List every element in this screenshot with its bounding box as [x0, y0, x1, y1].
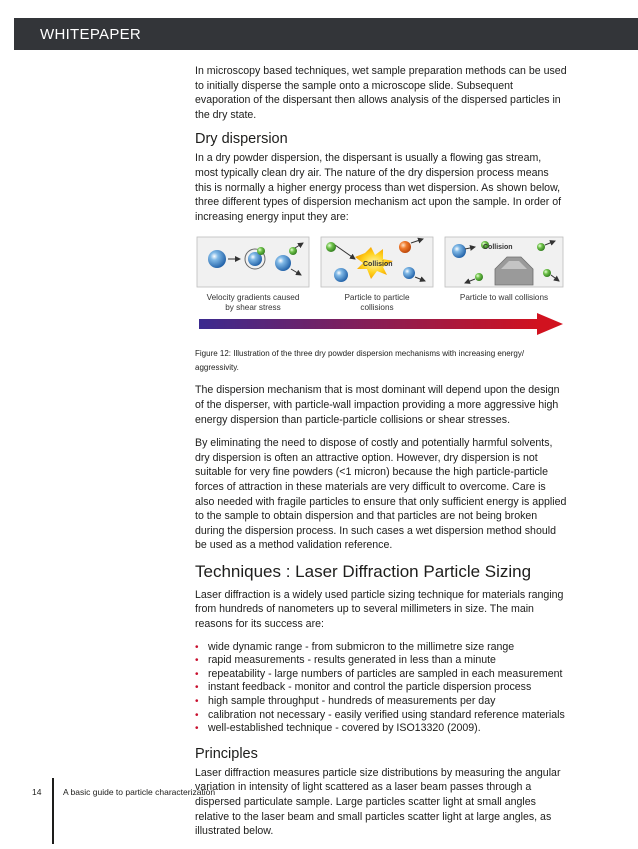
techniques-paragraph: Laser diffraction is a widely used particle sizing technique for materials ranging from hundreds of nanometers up to several millimeters in size. The main reasons for its success are: — [195, 588, 564, 631]
panel-particle-collisions — [321, 237, 433, 287]
advantages-list — [195, 641, 567, 736]
footer-divider — [52, 778, 54, 844]
panel-shear-stress — [197, 237, 309, 287]
bullet-icon: • — [195, 668, 199, 680]
mechanism-paragraph: The dispersion mechanism that is most dominant will depend upon the design of the disperser, with particle-wall impaction providing a more aggressive high energy dispersion than particle-particle collisions or shear stresses. — [195, 384, 560, 426]
header-label: WHITEPAPER — [40, 25, 142, 43]
header-bar — [14, 18, 638, 50]
list-item: • rapid measurements - results generated in less than a minute — [195, 654, 496, 667]
eliminating-paragraph: By eliminating the need to dispose of costly and potentially harmful solvents, dry dispersion is often an attractive option. However, dry dispersion is not suitable for very fine powders (<1 micron) because the high particle-particle forces of attraction in these materials are very difficult to overcome. Care is also needed with fragile particles to ensure that only sufficient energy is applied to the sample to obtain dispersion and that particles are not being broken during the dispersion process. In such cases a wet dispersion method should be used as a method validation reference. — [195, 437, 567, 552]
dispersion-illustration — [195, 233, 567, 339]
bullet-icon: • — [195, 655, 199, 667]
dispersion-figure — [195, 233, 567, 339]
figure-caption: Figure 12: Illustration of the three dry powder dispersion mechanisms with increasing energy/ aggressivity. — [195, 349, 525, 373]
techniques-heading: Techniques : Laser Diffraction Particle Sizing — [195, 561, 532, 581]
list-item: • wide dynamic range - from submicron to the millimetre size range — [195, 640, 515, 653]
panel-2-label-line1: Particle to particle — [344, 293, 410, 303]
bullet-icon: • — [195, 723, 199, 735]
intro-paragraph: In microscopy based techniques, wet sample preparation methods can be used to initially disperse the sample onto a microscope slide. Subsequent evaporation of the dispersant then allows analysis of the dispersed particles in the dry state. — [195, 65, 567, 121]
bullet-icon: • — [195, 709, 199, 721]
list-item: • high sample throughput - hundreds of measurements per day — [195, 695, 496, 708]
dry-dispersion-heading: Dry dispersion — [195, 131, 288, 148]
bullet-icon: • — [195, 696, 199, 708]
panel-1-label-line1: Velocity gradients caused — [206, 293, 300, 303]
panel-wall-collisions — [445, 237, 563, 287]
list-item: • instant feedback - monitor and control the particle dispersion process — [195, 681, 532, 694]
bullet-icon: • — [195, 682, 199, 694]
panel-1-label-line2: by shear stress — [225, 303, 281, 313]
page-number: 14 — [32, 787, 42, 797]
collision-tag-2: Collision — [483, 244, 513, 252]
principles-heading: Principles — [195, 745, 258, 762]
bullet-icon: • — [195, 641, 199, 653]
main-content — [195, 64, 567, 848]
list-item: • calibration not necessary - easily verified using standard reference materials — [195, 708, 565, 721]
list-item: • well-established technique - covered by ISO13320 (2009). — [195, 722, 481, 735]
collision-tag-1: Collision — [363, 261, 393, 269]
principles-paragraph: Laser diffraction measures particle size distributions by measuring the angular variation in intensity of light scattered as a laser beam passes through a dispersed particulate sample. Large particles scatter light at small angles relative to the laser beam and small particles scatter light at large angles, as illustrated below. — [195, 766, 561, 838]
footer-title: A basic guide to particle characterization — [63, 787, 216, 797]
dry-dispersion-paragraph: In a dry powder dispersion, the dispersant is usually a flowing gas stream, most typically clean dry air. The nature of the dry dispersion process means this is normally a higher energy process than wet dispersion. As shown below, three different types of dispersion mechanism act upon the sample. In order of increasing energy input they are: — [195, 152, 562, 223]
energy-arrow — [199, 313, 563, 335]
panel-3-label-line1: Particle to wall collisions — [459, 293, 549, 303]
list-item: • repeatability - large numbers of particles are sampled in each measurement — [195, 667, 563, 680]
panel-2-label-line2: collisions — [360, 303, 394, 313]
energy-arrow-head — [537, 313, 563, 335]
